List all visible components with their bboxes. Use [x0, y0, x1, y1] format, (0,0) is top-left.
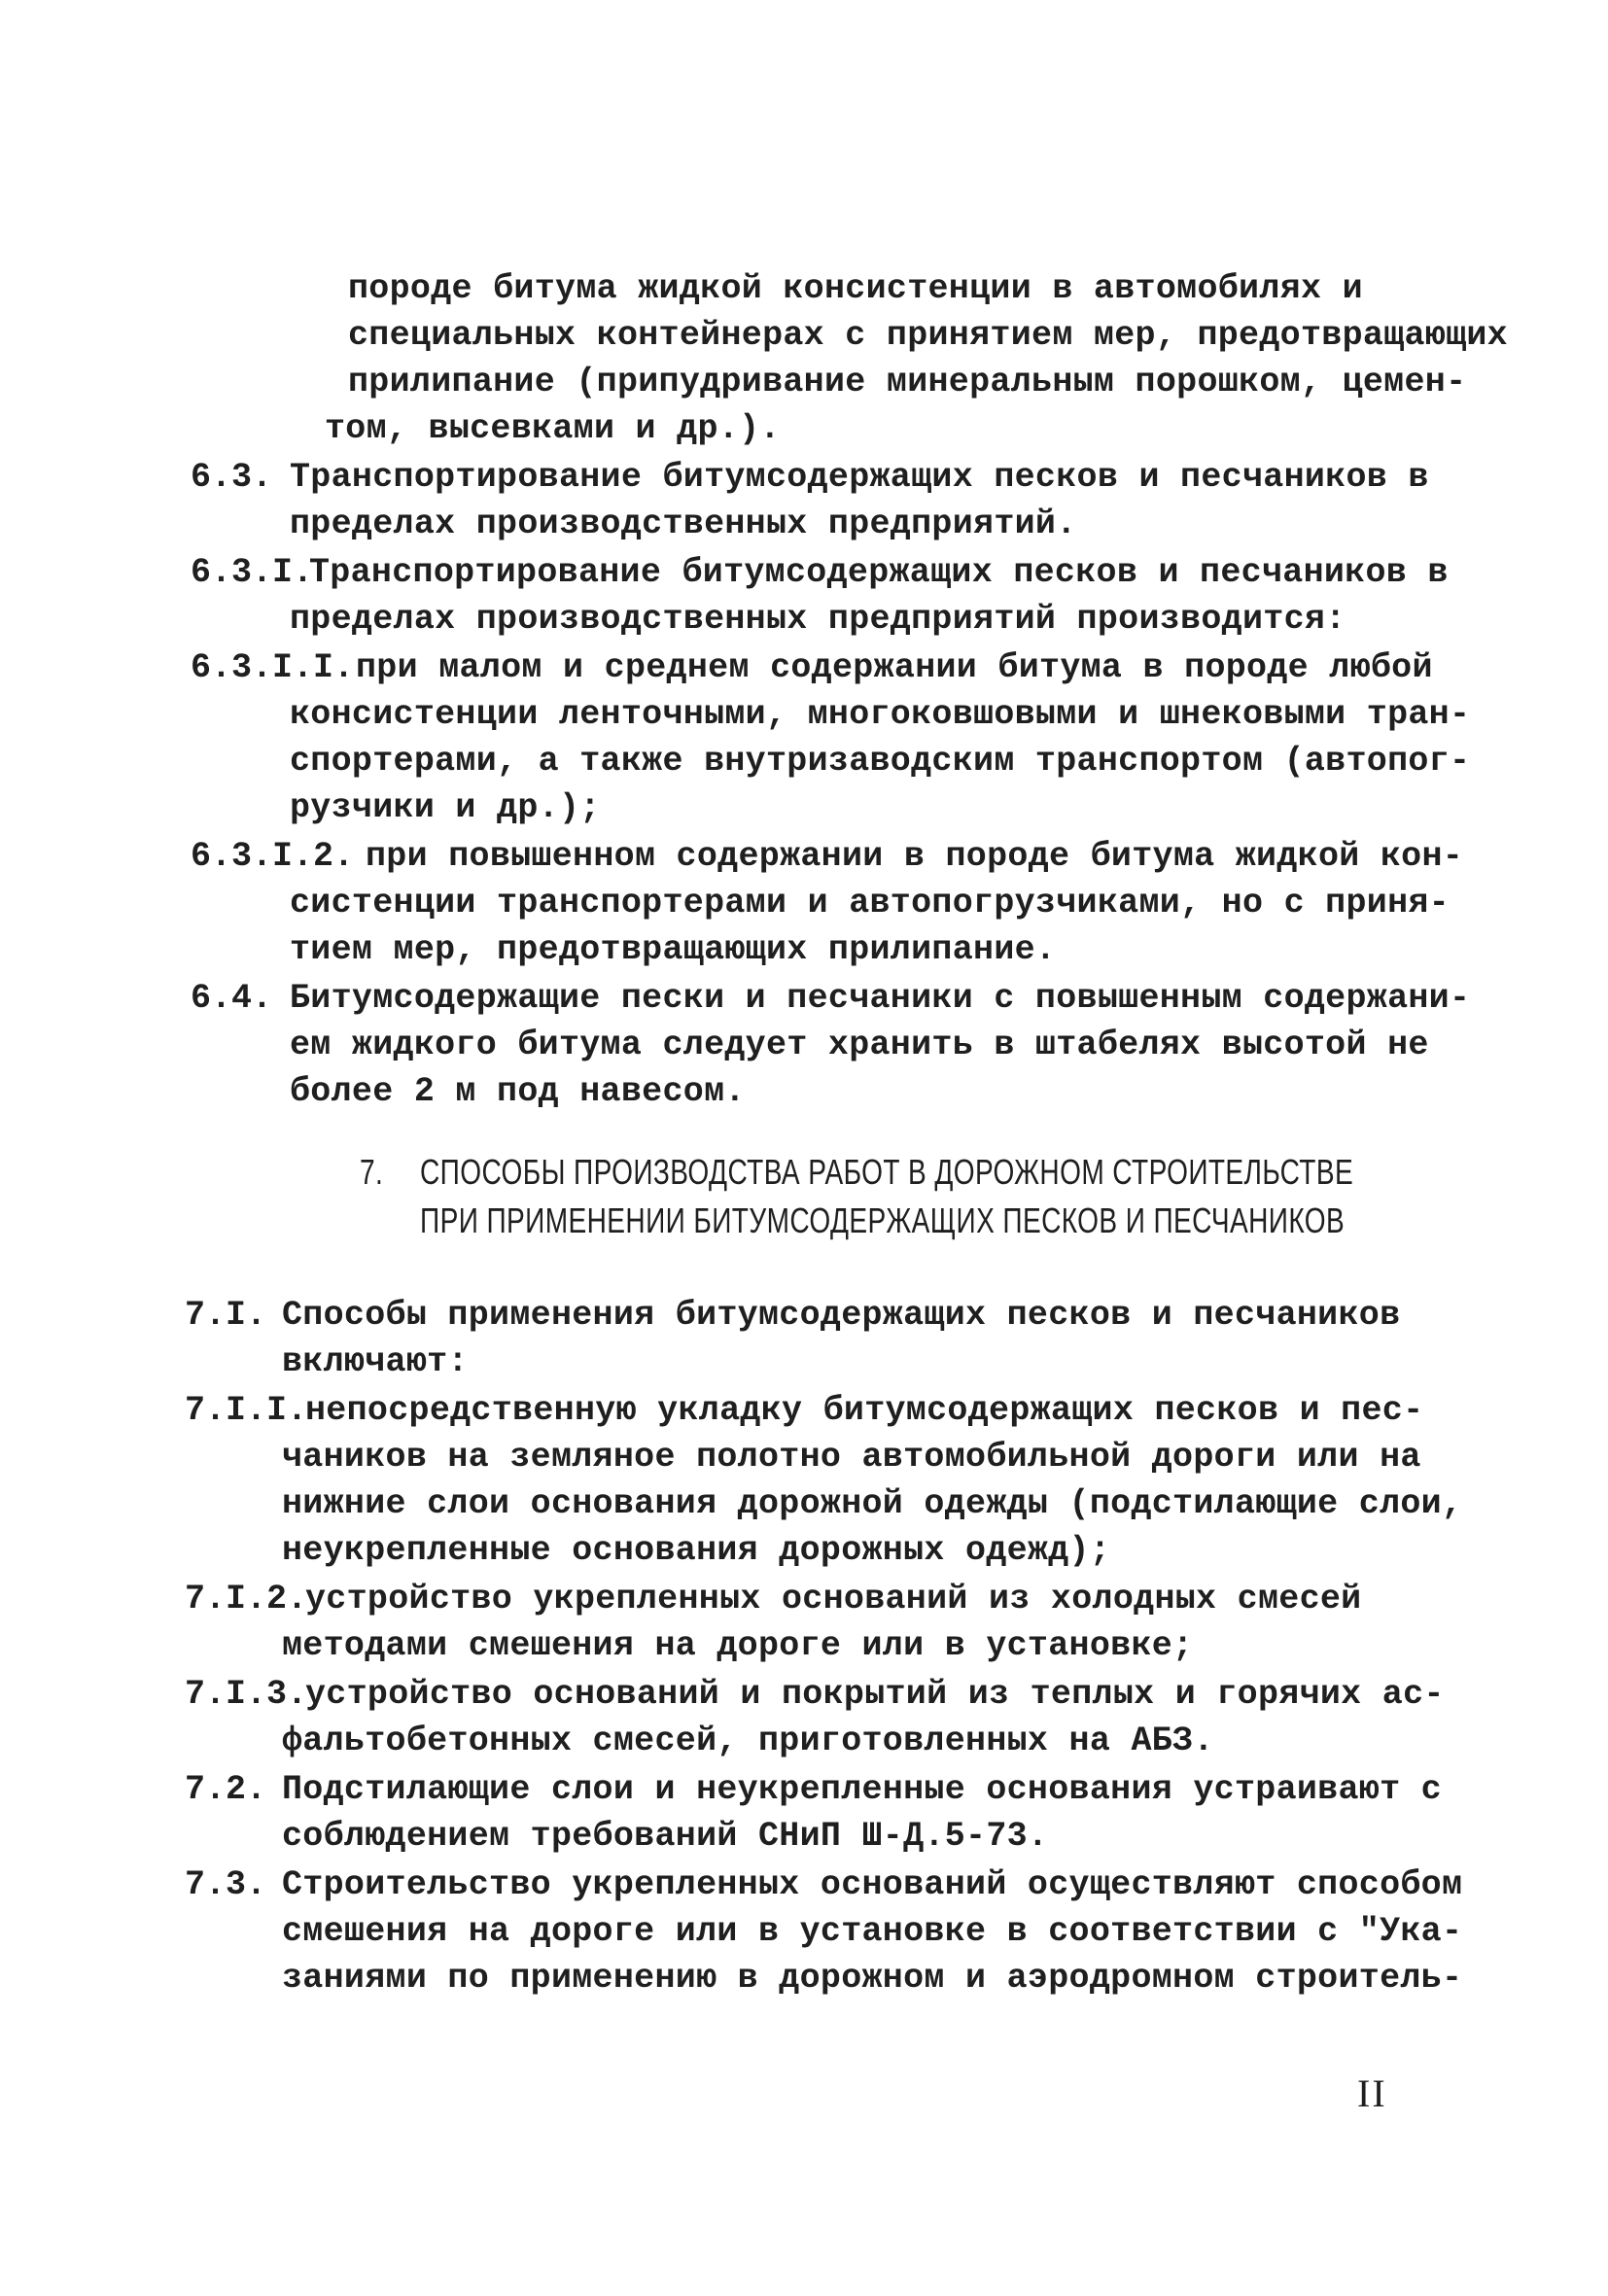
clause-number: 6.3.I.I.: [191, 648, 355, 687]
text-line: Битумсодержащие пески и песчаники с повышенным содержани-: [290, 979, 1471, 1018]
clause-number: 7.I.3.: [185, 1675, 308, 1714]
text-line: заниями по применению в дорожном и аэродромном строитель-: [282, 1959, 1463, 1998]
section-heading: СПОСОБЫ ПРОИЗВОДСТВА РАБОТ В ДОРОЖНОМ СТРОИТЕЛЬСТВЕ: [420, 1152, 1354, 1192]
text-line: прилипание (припудривание минеральным порошком, цемен-: [348, 363, 1467, 401]
page-number: II: [1357, 2071, 1387, 2115]
section-heading: ПРИ ПРИМЕНЕНИИ БИТУМСОДЕРЖАЩИХ ПЕСКОВ И ПЕСЧАНИКОВ: [420, 1200, 1346, 1240]
text-line: при малом и среднем содержании битума в породе любой: [356, 648, 1433, 687]
text-line: непосредственную укладку битумсодержащих песков и пес-: [305, 1391, 1424, 1430]
text-line: включают:: [282, 1342, 469, 1381]
text-line: том, высевками и др.).: [325, 409, 781, 448]
text-line: Подстилающие слои и неукрепленные основания устраивают с: [282, 1770, 1442, 1809]
text-line: смешения на дороге или в установке в соответствии с "Ука-: [282, 1912, 1463, 1951]
text-line: более 2 м под навесом.: [290, 1072, 746, 1111]
text-line: Строительство укрепленных оснований осуществляют способом: [282, 1865, 1463, 1904]
clause-number: 6.4.: [191, 979, 273, 1018]
clause-number: 7.2.: [185, 1770, 267, 1809]
clause-number: 7.3.: [185, 1865, 267, 1904]
text-line: фальтобетонных смесей, приготовленных на АБЗ.: [282, 1722, 1214, 1760]
clause-number: 6.3.I.: [191, 553, 314, 592]
text-line: чаников на земляное полотно автомобильной дороги или на: [282, 1438, 1421, 1477]
text-line: пределах производственных предприятий производится:: [290, 600, 1346, 639]
clause-number: 6.3.I.2.: [191, 837, 355, 876]
clause-number: 7.I.2.: [185, 1580, 308, 1618]
text-line: нижние слои основания дорожной одежды (подстилающие слои,: [282, 1484, 1463, 1523]
text-line: Способы применения битумсодержащих песков и песчаников: [282, 1296, 1401, 1335]
clause-number: 7.I.I.: [185, 1391, 308, 1430]
text-line: систенции транспортерами и автопогрузчиками, но с приня-: [290, 884, 1450, 922]
text-line: рузчики и др.);: [290, 788, 601, 827]
clause-number: 7.I.: [185, 1296, 267, 1335]
text-line: Транспортирование битумсодержащих песков и песчаников в: [290, 458, 1429, 497]
text-line: устройство оснований и покрытий из теплых и горячих ас-: [305, 1675, 1445, 1714]
text-line: соблюдением требований СНиП Ш-Д.5-73.: [282, 1817, 1049, 1856]
text-line: пределах производственных предприятий.: [290, 504, 1077, 543]
text-line: ем жидкого битума следует хранить в штабелях высотой не: [290, 1026, 1429, 1064]
text-line: тием мер, предотвращающих прилипание.: [290, 930, 1057, 969]
text-line: породе битума жидкой консистенции в автомобилях и: [348, 269, 1363, 308]
text-line: Транспортирование битумсодержащих песков и песчаников в: [309, 553, 1449, 592]
text-line: при повышенном содержании в породе битума жидкой кон-: [366, 837, 1464, 876]
clause-number: 6.3.: [191, 458, 273, 497]
text-line: специальных контейнерах с принятием мер, предотвращающих: [348, 316, 1508, 355]
text-line: устройство укрепленных оснований из холодных смесей: [305, 1580, 1362, 1618]
text-line: спортерами, а также внутризаводским транспортом (автопог-: [290, 742, 1471, 781]
text-line: неукрепленные основания дорожных одежд);: [282, 1531, 1111, 1570]
text-line: консистенции ленточными, многоковшовыми и шнековыми тран-: [290, 695, 1471, 734]
text-line: методами смешения на дороге или в установке;: [282, 1626, 1194, 1665]
section-heading-number: 7.: [360, 1152, 384, 1192]
